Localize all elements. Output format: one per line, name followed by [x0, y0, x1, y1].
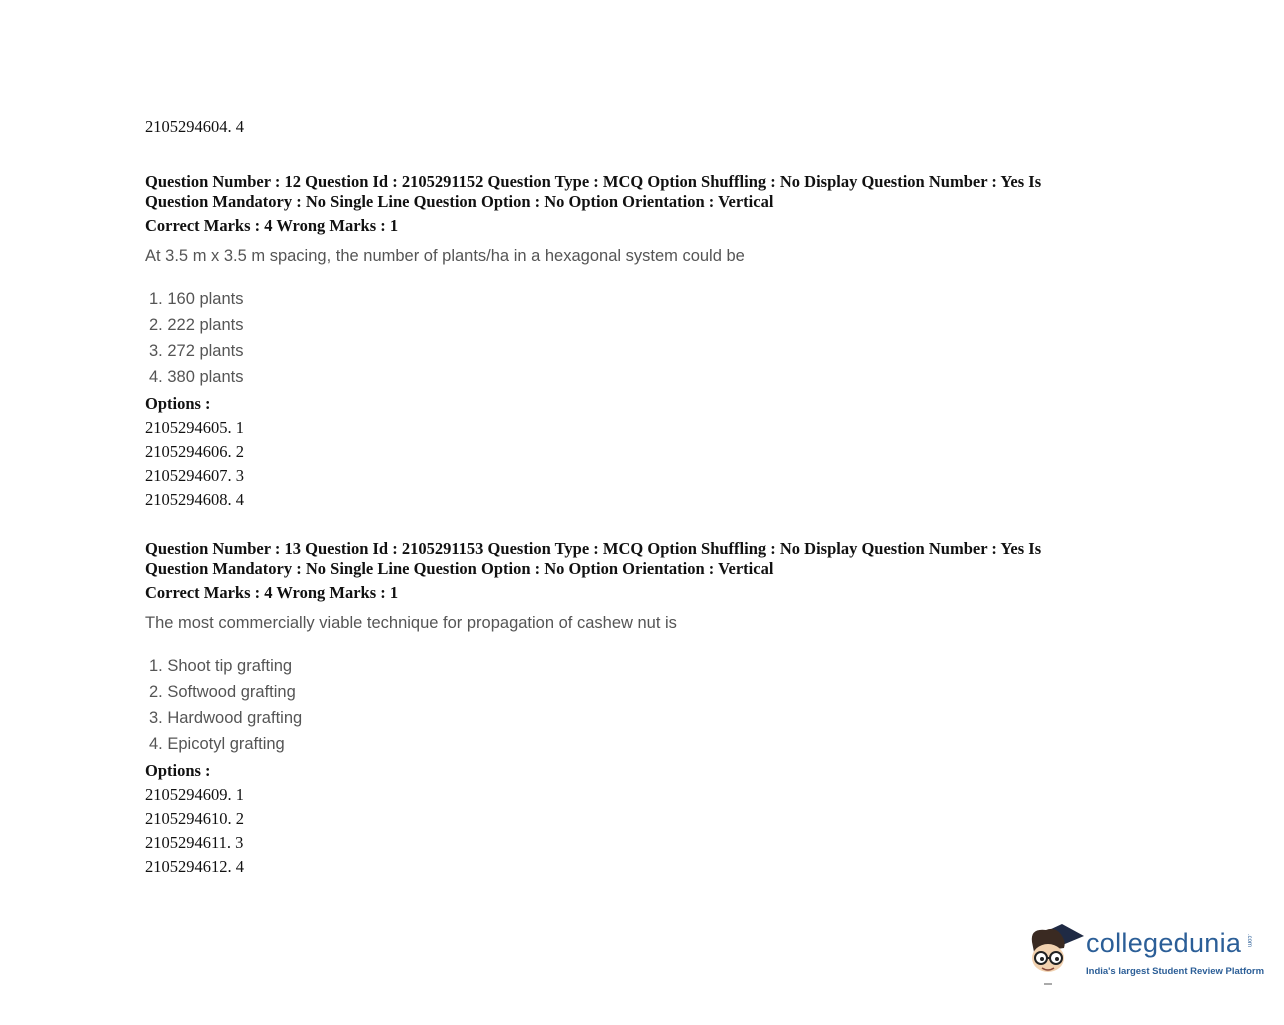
- option-id: 2105294612. 4: [145, 857, 244, 876]
- option-id: 2105294610. 2: [145, 809, 244, 828]
- option-id: 2105294606. 2: [145, 442, 244, 461]
- question-meta-line1: Question Number : 12 Question Id : 2105291152 Question Type : MCQ Option Shuffling : No Display Question Number : Yes Is: [145, 172, 1042, 191]
- option-id: 2105294607. 3: [145, 466, 244, 485]
- question-block-12: [145, 172, 1095, 512]
- choice-item: 4. Epicotyl grafting: [149, 735, 285, 753]
- option-id: 2105294611. 3: [145, 833, 244, 852]
- question-meta-line2: Question Mandatory : No Single Line Question Option : No Option Orientation : Vertical: [145, 559, 774, 578]
- collegedunia-logo: [1026, 918, 1266, 990]
- question-block-13: [145, 539, 1095, 879]
- option-id: 2105294608. 4: [145, 490, 244, 509]
- question-meta-line2: Question Mandatory : No Single Line Question Option : No Option Orientation : Vertical: [145, 192, 774, 211]
- options-label: Options :: [145, 761, 211, 780]
- choice-item: 2. Softwood grafting: [149, 683, 296, 701]
- logo-wordmark: collegedunia: [1086, 928, 1242, 958]
- choice-item: 2. 222 plants: [149, 316, 244, 334]
- option-id: 2105294605. 1: [145, 418, 244, 437]
- choice-item: 3. 272 plants: [149, 342, 244, 360]
- question-marks: Correct Marks : 4 Wrong Marks : 1: [145, 583, 399, 602]
- logo-tagline: India's largest Student Review Platform: [1086, 966, 1265, 977]
- options-label: Options :: [145, 394, 211, 413]
- previous-option: 2105294604. 4: [145, 117, 244, 136]
- choice-item: 1. Shoot tip grafting: [149, 657, 293, 675]
- mascot-icon: [1026, 918, 1086, 990]
- choice-list: [149, 286, 1095, 390]
- question-text: The most commercially viable technique for propagation of cashew nut is: [145, 614, 677, 632]
- question-text: At 3.5 m x 3.5 m spacing, the number of plants/ha in a hexagonal system could be: [145, 247, 745, 265]
- logo-dotcom: .com: [1246, 934, 1252, 948]
- choice-item: 3. Hardwood grafting: [149, 709, 303, 727]
- choice-item: 4. 380 plants: [149, 368, 244, 386]
- question-meta-line1: Question Number : 13 Question Id : 2105291153 Question Type : MCQ Option Shuffling : No Display Question Number : Yes Is: [145, 539, 1042, 558]
- choice-item: 1. 160 plants: [149, 290, 244, 308]
- choice-list: [149, 653, 1095, 757]
- option-id: 2105294609. 1: [145, 785, 244, 804]
- question-marks: Correct Marks : 4 Wrong Marks : 1: [145, 216, 399, 235]
